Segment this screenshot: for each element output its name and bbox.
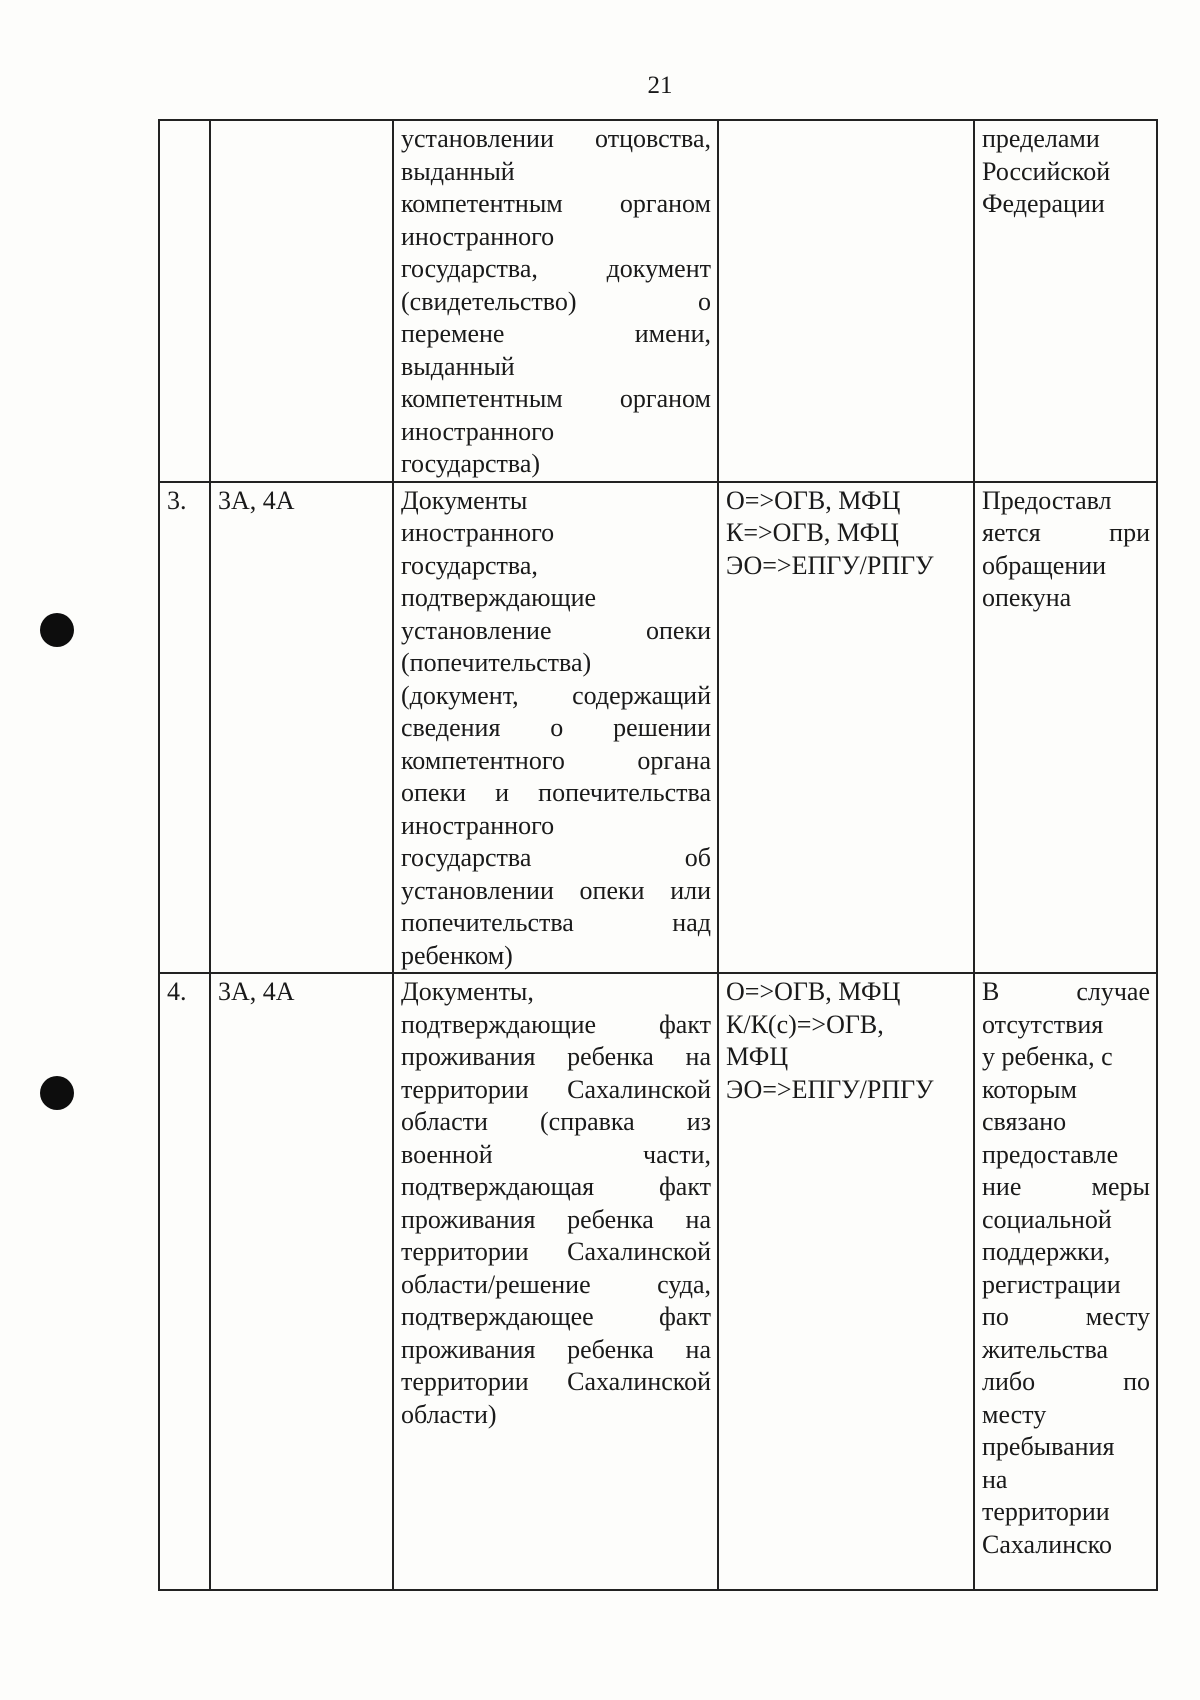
note-line: у ребенка, с: [982, 1042, 1113, 1071]
document-line: территории Сахалинской: [401, 1074, 711, 1104]
document-line: установлении отцовства,: [401, 124, 711, 153]
document-line: Документы: [401, 485, 528, 515]
method-line: К/К(с)=>ОГВ,: [726, 1009, 884, 1039]
document-line: установлении опеки или: [401, 875, 711, 905]
note-line: Российской: [982, 156, 1111, 186]
method-line: ЭО=>ЕПГУ/РПГУ: [726, 550, 934, 580]
note-line: пребывания: [982, 1432, 1115, 1461]
note-line: по месту: [982, 1302, 1150, 1331]
note-line: Федерации: [982, 189, 1105, 218]
note-line: В случае: [982, 977, 1150, 1006]
table-row: [159, 120, 1157, 482]
cell-note: [974, 120, 1157, 482]
document-line: военной части,: [401, 1139, 711, 1169]
cell-codes: 3А, 4А: [210, 482, 393, 974]
document-line: (попечительства): [401, 648, 592, 677]
table-row: [159, 482, 1157, 974]
note-line: пределами: [982, 124, 1100, 153]
page-number: 21: [647, 72, 673, 99]
note-line: Предоставл: [982, 485, 1112, 515]
method-line: ЭО=>ЕПГУ/РПГУ: [726, 1074, 934, 1104]
note-line: обращении: [982, 550, 1107, 580]
document-line: проживания ребенка на: [401, 1204, 711, 1234]
document-line: (свидетельство) о: [401, 286, 711, 316]
document-line: области (справка из: [401, 1107, 711, 1136]
documents-table: [158, 119, 1158, 1591]
table-row: [159, 973, 1157, 1590]
note-line: которым: [982, 1074, 1077, 1104]
document-line: иностранного: [401, 221, 555, 251]
document-line: (документ, содержащий: [401, 680, 711, 710]
document-line: подтверждающая факт: [401, 1172, 711, 1201]
note-line: яется при: [982, 518, 1150, 547]
cell-number: 4.: [159, 973, 210, 1590]
document-line: иностранного: [401, 810, 555, 840]
method-line: МФЦ: [726, 1042, 789, 1071]
document-line: проживания ребенка на: [401, 1042, 711, 1071]
punch-hole-upper: [40, 613, 74, 647]
document-line: выданный: [401, 156, 515, 186]
cell-document: [393, 482, 718, 974]
note-line: связано: [982, 1107, 1067, 1136]
method-line: О=>ОГВ, МФЦ: [726, 485, 901, 515]
cell-note: [974, 973, 1157, 1590]
method-line: К=>ОГВ, МФЦ: [726, 518, 899, 547]
note-line: отсутствия: [982, 1009, 1104, 1039]
note-line: социальной: [982, 1204, 1112, 1234]
document-line: подтверждающее факт: [401, 1302, 711, 1331]
document-line: государства): [401, 449, 541, 478]
document-line: иностранного: [401, 518, 555, 547]
note-line: ние меры: [982, 1172, 1150, 1201]
cell-document: [393, 120, 718, 482]
document-line: попечительства над: [401, 908, 711, 937]
cell-number: 3.: [159, 482, 210, 974]
cell-note: [974, 482, 1157, 974]
note-line: территории: [982, 1497, 1110, 1526]
note-line: опекуна: [982, 583, 1072, 612]
document-line: перемене имени,: [401, 319, 711, 348]
note-line: регистрации: [982, 1269, 1121, 1299]
cell-method: [718, 973, 974, 1590]
note-line: Сахалинско: [982, 1529, 1112, 1559]
note-line: поддержки,: [982, 1237, 1111, 1266]
note-line: либо по: [982, 1367, 1150, 1396]
cell-codes: 3А, 4А: [210, 973, 393, 1590]
cell-method: [718, 120, 974, 482]
cell-codes: [210, 120, 393, 482]
note-line: месту: [982, 1399, 1047, 1429]
document-line: государства, документ: [401, 254, 711, 283]
document-line: области/решение суда,: [401, 1269, 711, 1299]
document-line: иностранного: [401, 416, 555, 446]
note-line: на: [982, 1464, 1008, 1494]
document-line: Документы,: [401, 977, 534, 1006]
document-line: опеки и попечительства: [401, 778, 711, 807]
document-line: государства,: [401, 550, 538, 580]
document-line: проживания ребенка на: [401, 1334, 711, 1364]
note-line: предоставле: [982, 1139, 1119, 1169]
punch-hole-lower: [40, 1076, 74, 1110]
document-line: подтверждающие: [401, 583, 597, 612]
document-line: сведения о решении: [401, 713, 711, 742]
document-line: компетентным органом: [401, 189, 711, 218]
document-line: компетентного органа: [401, 745, 711, 775]
cell-method: [718, 482, 974, 974]
document-line: установление опеки: [401, 615, 711, 645]
document-line: подтверждающие факт: [401, 1009, 711, 1039]
document-line: компетентным органом: [401, 384, 711, 413]
cell-document: [393, 973, 718, 1590]
cell-number: [159, 120, 210, 482]
document-line: ребенком): [401, 940, 513, 970]
document-line: области): [401, 1399, 497, 1429]
document-line: территории Сахалинской: [401, 1367, 711, 1396]
note-line: жительства: [982, 1334, 1108, 1364]
document-line: выданный: [401, 351, 515, 381]
document-line: территории Сахалинской: [401, 1237, 711, 1266]
document-line: государства об: [401, 843, 711, 872]
method-line: О=>ОГВ, МФЦ: [726, 977, 901, 1006]
